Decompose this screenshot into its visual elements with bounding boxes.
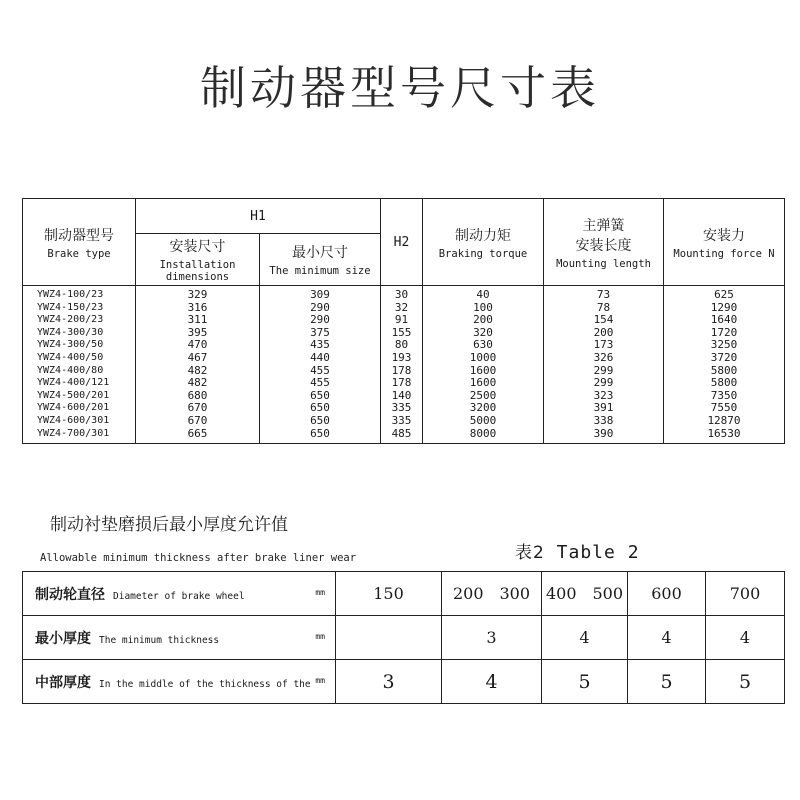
table-cell-torque-2: 100 xyxy=(473,300,493,314)
table-cell-minimum-8: 455 xyxy=(310,376,330,390)
table2-label xyxy=(515,538,640,563)
table-cell-force-2: 1290 xyxy=(710,300,738,314)
table-cell-torque-6: 1000 xyxy=(469,350,497,364)
table-cell-force-4: 1720 xyxy=(710,325,738,339)
cell: 150 xyxy=(336,572,442,616)
table-row xyxy=(23,572,785,616)
table-cell-models-2: YWZ4-150/23 xyxy=(37,301,104,313)
header-install-en: Installation dimensions xyxy=(159,259,236,283)
cell xyxy=(542,572,628,616)
column-installation xyxy=(136,286,260,444)
liner-thickness-table xyxy=(22,571,785,704)
header-torque-en: Braking torque xyxy=(438,247,528,260)
table-cell-force-10: 7550 xyxy=(710,401,738,415)
table-cell-minimum-1: 309 xyxy=(310,288,330,301)
table-cell-h2-1: 30 xyxy=(394,288,409,301)
table-cell-minimum-6: 440 xyxy=(310,350,330,364)
table-cell-minimum-2: 290 xyxy=(310,300,330,314)
table-cell-models-4: YWZ4-300/30 xyxy=(37,326,104,338)
table-cell-minimum-5: 435 xyxy=(310,338,330,352)
label-en: In the middle of the thickness of the xyxy=(99,678,311,690)
cell: 3 xyxy=(442,616,542,660)
header-braking-torque xyxy=(423,199,544,286)
table-cell-install-7: 482 xyxy=(187,363,208,377)
table-row xyxy=(23,616,785,660)
table-cell-h2-9: 140 xyxy=(391,388,412,402)
table-cell-length-7: 299 xyxy=(593,363,614,377)
table-cell-force-6: 3720 xyxy=(710,350,738,364)
unit-label: mm xyxy=(315,675,325,685)
header-h2: H2 xyxy=(381,199,423,286)
row-label-middle-thickness xyxy=(23,660,336,704)
table-cell-h2-2: 32 xyxy=(394,300,409,314)
cell: 4 xyxy=(706,616,785,660)
cell-value: 200 xyxy=(452,584,484,603)
table-cell-torque-10: 3200 xyxy=(469,401,497,415)
label-cn: 中部厚度 xyxy=(35,674,91,691)
table-cell-length-4: 200 xyxy=(593,325,614,339)
table-cell-length-8: 299 xyxy=(593,376,614,390)
table-cell-minimum-3: 290 xyxy=(310,313,330,327)
label-cn: 最小厚度 xyxy=(35,630,91,647)
row-label-minimum-thickness xyxy=(23,616,336,660)
table-cell-install-8: 482 xyxy=(187,376,208,390)
table2-label-cn: 表2 xyxy=(515,543,545,563)
table-cell-force-11: 12870 xyxy=(707,413,741,427)
table-cell-h2-10: 335 xyxy=(391,401,412,415)
table-cell-minimum-11: 650 xyxy=(310,413,330,427)
table-cell-install-9: 680 xyxy=(187,388,208,402)
table-cell-install-5: 470 xyxy=(187,338,208,352)
table-cell-force-8: 5800 xyxy=(710,376,738,390)
cell-value: 400 xyxy=(545,584,577,603)
header-spring-cn-2: 安装长度 xyxy=(575,237,632,254)
table-cell-force-1: 625 xyxy=(714,288,734,301)
cell xyxy=(336,616,442,660)
table-cell-models-9: YWZ4-500/201 xyxy=(37,389,110,401)
table-cell-length-3: 154 xyxy=(593,313,614,327)
column-models xyxy=(23,286,136,444)
table-cell-torque-12: 8000 xyxy=(469,426,497,440)
table-cell-models-6: YWZ4-400/50 xyxy=(37,351,104,363)
table-cell-force-9: 7350 xyxy=(710,388,738,402)
table-cell-models-8: YWZ4-400/121 xyxy=(37,377,110,389)
table-cell-force-3: 1640 xyxy=(710,313,738,327)
table-cell-h2-6: 193 xyxy=(391,350,412,364)
table-cell-models-5: YWZ4-300/50 xyxy=(37,339,104,351)
table-cell-install-4: 395 xyxy=(187,325,208,339)
table-cell-install-10: 670 xyxy=(187,401,208,415)
table-cell-models-10: YWZ4-600/201 xyxy=(37,402,110,414)
table-cell-minimum-9: 650 xyxy=(310,388,330,402)
label-en: Diameter of brake wheel xyxy=(113,590,245,602)
table-cell-torque-3: 200 xyxy=(473,313,493,327)
table-cell-torque-9: 2500 xyxy=(469,388,497,402)
table-cell-torque-11: 5000 xyxy=(469,413,497,427)
table-cell-length-5: 173 xyxy=(593,338,614,352)
header-spring-cn-1: 主弹簧 xyxy=(582,217,625,234)
table-cell-models-7: YWZ4-400/80 xyxy=(37,364,104,376)
table-cell-force-12: 16530 xyxy=(707,426,741,440)
table-cell-torque-5: 630 xyxy=(473,338,493,352)
table-cell-torque-7: 1600 xyxy=(469,363,497,377)
table-cell-h2-4: 155 xyxy=(391,325,412,339)
cell-value: 300 xyxy=(499,584,531,603)
table-cell-h2-5: 80 xyxy=(394,338,409,352)
table-cell-length-2: 78 xyxy=(596,300,611,314)
table-row xyxy=(23,660,785,704)
header-brake-type xyxy=(23,199,136,286)
table-cell-models-11: YWZ4-600/301 xyxy=(37,414,110,426)
header-mounting-length xyxy=(544,199,664,286)
table-cell-models-1: YWZ4-100/23 xyxy=(37,289,104,300)
cell: 4 xyxy=(442,660,542,704)
header-force-en: Mounting force N xyxy=(673,247,775,260)
table-cell-length-6: 326 xyxy=(593,350,614,364)
unit-label: mm xyxy=(315,587,325,597)
table-cell-h2-11: 335 xyxy=(391,413,412,427)
thickness-subtitle-cn: 制动衬垫磨损后最小厚度允许值 xyxy=(50,515,288,535)
table-cell-install-1: 329 xyxy=(187,288,208,301)
table-cell-length-9: 323 xyxy=(593,388,614,402)
header-force-cn: 安装力 xyxy=(703,227,745,244)
table-cell-length-1: 73 xyxy=(596,288,611,301)
header-torque-cn: 制动力矩 xyxy=(455,227,511,244)
header-min-en: The minimum size xyxy=(269,265,371,277)
brake-dimension-table xyxy=(22,198,785,444)
label-cn: 制动轮直径 xyxy=(35,586,105,603)
table-cell-minimum-7: 455 xyxy=(310,363,330,377)
table-cell-h2-3: 91 xyxy=(394,313,409,327)
column-force xyxy=(664,286,785,444)
table-cell-install-12: 665 xyxy=(187,426,208,440)
table-cell-install-11: 670 xyxy=(187,413,208,427)
cell: 600 xyxy=(628,572,706,616)
cell: 5 xyxy=(706,660,785,704)
header-installation-dimensions xyxy=(136,234,260,286)
table-cell-h2-12: 485 xyxy=(391,426,412,440)
header-h1: H1 xyxy=(136,199,381,234)
table-cell-force-5: 3250 xyxy=(710,338,738,352)
table-cell-length-10: 391 xyxy=(593,401,614,415)
label-en: The minimum thickness xyxy=(99,634,220,646)
table-cell-length-11: 338 xyxy=(593,413,614,427)
table-cell-models-3: YWZ4-200/23 xyxy=(37,314,104,326)
column-minimum xyxy=(260,286,381,444)
column-torque xyxy=(423,286,544,444)
table-cell-torque-1: 40 xyxy=(476,288,490,301)
header-min-cn: 最小尺寸 xyxy=(292,245,348,261)
page-title: 制动器型号尺寸表 xyxy=(200,61,600,115)
cell xyxy=(442,572,542,616)
table-cell-install-6: 467 xyxy=(187,350,208,364)
header-mounting-force xyxy=(664,199,785,286)
table-cell-minimum-4: 375 xyxy=(310,325,330,339)
column-length xyxy=(544,286,664,444)
unit-label: mm xyxy=(315,631,325,641)
column-h2 xyxy=(381,286,423,444)
table2-label-en: Table 2 xyxy=(556,542,640,563)
table-cell-force-7: 5800 xyxy=(710,363,738,377)
cell: 3 xyxy=(336,660,442,704)
cell-value: 500 xyxy=(592,584,624,603)
table-cell-install-2: 316 xyxy=(187,300,208,314)
header-minimum-size xyxy=(260,234,381,286)
table-cell-install-3: 311 xyxy=(187,313,208,327)
table-cell-torque-4: 320 xyxy=(473,325,493,339)
table-cell-minimum-12: 650 xyxy=(310,426,330,440)
cell: 5 xyxy=(542,660,628,704)
cell: 700 xyxy=(706,572,785,616)
cell: 4 xyxy=(542,616,628,660)
cell: 5 xyxy=(628,660,706,704)
thickness-subtitle-en: Allowable minimum thickness after brake liner wear xyxy=(40,552,357,564)
table-cell-h2-8: 178 xyxy=(391,376,412,390)
cell: 4 xyxy=(628,616,706,660)
table-cell-h2-7: 178 xyxy=(391,363,412,377)
row-label-diameter xyxy=(23,572,336,616)
header-spring-en: Mounting length xyxy=(556,257,651,270)
table-cell-minimum-10: 650 xyxy=(310,401,330,415)
header-brake-type-en: Brake type xyxy=(47,247,111,260)
table-cell-torque-8: 1600 xyxy=(469,376,497,390)
header-brake-type-cn: 制动器型号 xyxy=(44,227,114,244)
header-install-cn: 安装尺寸 xyxy=(169,239,226,255)
table-cell-length-12: 390 xyxy=(593,426,614,440)
table-cell-models-12: YWZ4-700/301 xyxy=(37,427,110,439)
